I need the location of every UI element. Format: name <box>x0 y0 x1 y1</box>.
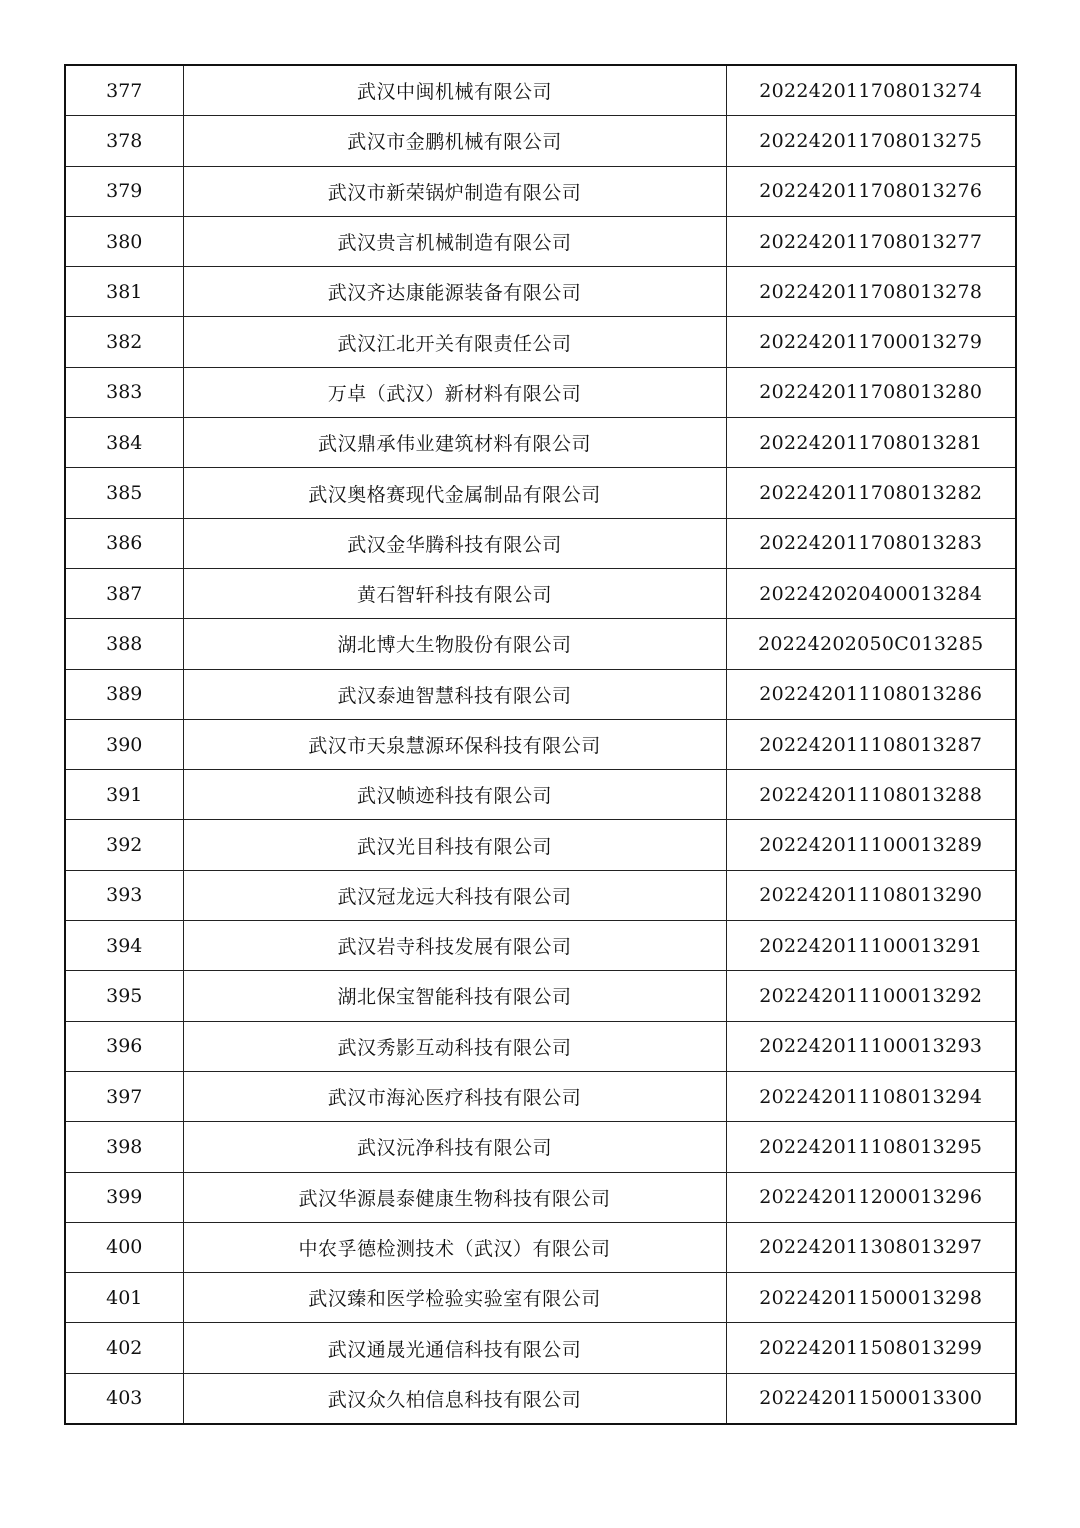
company-name-cell: 武汉光目科技有限公司 <box>183 820 726 870</box>
table-row <box>65 216 1016 266</box>
company-name-cell: 武汉奥格赛现代金属制品有限公司 <box>183 468 726 518</box>
company-name-cell: 武汉鼎承伟业建筑材料有限公司 <box>183 418 726 468</box>
registration-code-cell: 20224202050C013285 <box>726 619 1016 669</box>
registration-code-cell: 202242011108013288 <box>726 770 1016 820</box>
company-name-cell: 武汉通晟光通信科技有限公司 <box>183 1323 726 1373</box>
registration-code-cell: 202242011500013298 <box>726 1273 1016 1323</box>
registration-code-cell: 202242011700013279 <box>726 317 1016 367</box>
company-name-cell: 武汉臻和医学检验实验室有限公司 <box>183 1273 726 1323</box>
registry-table <box>64 64 1017 1425</box>
table-row <box>65 267 1016 317</box>
row-index-cell: 395 <box>65 971 183 1021</box>
table-row <box>65 367 1016 417</box>
row-index-cell: 394 <box>65 921 183 971</box>
table-row <box>65 518 1016 568</box>
row-index-cell: 380 <box>65 216 183 266</box>
table-row <box>65 870 1016 920</box>
registration-code-cell: 202242011708013276 <box>726 166 1016 216</box>
registration-code-cell: 202242011708013278 <box>726 267 1016 317</box>
row-index-cell: 378 <box>65 116 183 166</box>
row-index-cell: 392 <box>65 820 183 870</box>
row-index-cell: 398 <box>65 1122 183 1172</box>
company-name-cell: 武汉中闽机械有限公司 <box>183 65 726 116</box>
registration-code-cell: 202242011108013295 <box>726 1122 1016 1172</box>
company-name-cell: 万卓（武汉）新材料有限公司 <box>183 367 726 417</box>
table-body <box>65 65 1016 1424</box>
registration-code-cell: 202242011500013300 <box>726 1373 1016 1424</box>
registration-code-cell: 202242011308013297 <box>726 1222 1016 1272</box>
registration-code-cell: 202242011708013277 <box>726 216 1016 266</box>
registration-code-cell: 202242011100013291 <box>726 921 1016 971</box>
row-index-cell: 393 <box>65 870 183 920</box>
row-index-cell: 385 <box>65 468 183 518</box>
row-index-cell: 390 <box>65 719 183 769</box>
table-row <box>65 65 1016 116</box>
company-name-cell: 武汉金华腾科技有限公司 <box>183 518 726 568</box>
registration-code-cell: 202242011108013286 <box>726 669 1016 719</box>
row-index-cell: 383 <box>65 367 183 417</box>
row-index-cell: 402 <box>65 1323 183 1373</box>
row-index-cell: 396 <box>65 1021 183 1071</box>
row-index-cell: 389 <box>65 669 183 719</box>
company-name-cell: 武汉市新荣锅炉制造有限公司 <box>183 166 726 216</box>
company-name-cell: 武汉冠龙远大科技有限公司 <box>183 870 726 920</box>
table-row <box>65 468 1016 518</box>
table-row <box>65 116 1016 166</box>
company-name-cell: 武汉岩寺科技发展有限公司 <box>183 921 726 971</box>
table-row <box>65 1122 1016 1172</box>
table-row <box>65 317 1016 367</box>
row-index-cell: 391 <box>65 770 183 820</box>
company-name-cell: 武汉泰迪智慧科技有限公司 <box>183 669 726 719</box>
company-name-cell: 武汉市海沁医疗科技有限公司 <box>183 1071 726 1121</box>
row-index-cell: 387 <box>65 568 183 618</box>
registration-code-cell: 202242011708013283 <box>726 518 1016 568</box>
row-index-cell: 384 <box>65 418 183 468</box>
registration-code-cell: 202242020400013284 <box>726 568 1016 618</box>
row-index-cell: 400 <box>65 1222 183 1272</box>
table-row <box>65 619 1016 669</box>
table-row <box>65 1323 1016 1373</box>
row-index-cell: 386 <box>65 518 183 568</box>
table-row <box>65 770 1016 820</box>
row-index-cell: 377 <box>65 65 183 116</box>
row-index-cell: 382 <box>65 317 183 367</box>
company-name-cell: 武汉市天泉慧源环保科技有限公司 <box>183 719 726 769</box>
table-row <box>65 166 1016 216</box>
row-index-cell: 399 <box>65 1172 183 1222</box>
row-index-cell: 379 <box>65 166 183 216</box>
row-index-cell: 397 <box>65 1071 183 1121</box>
table-row <box>65 921 1016 971</box>
table-row <box>65 1071 1016 1121</box>
company-name-cell: 湖北博大生物股份有限公司 <box>183 619 726 669</box>
table-row <box>65 418 1016 468</box>
registration-code-cell: 202242011708013280 <box>726 367 1016 417</box>
row-index-cell: 388 <box>65 619 183 669</box>
company-name-cell: 武汉华源晨泰健康生物科技有限公司 <box>183 1172 726 1222</box>
table-row <box>65 1273 1016 1323</box>
registration-code-cell: 202242011108013287 <box>726 719 1016 769</box>
table-row <box>65 669 1016 719</box>
company-name-cell: 武汉市金鹏机械有限公司 <box>183 116 726 166</box>
table-row <box>65 1373 1016 1424</box>
row-index-cell: 403 <box>65 1373 183 1424</box>
registration-code-cell: 202242011508013299 <box>726 1323 1016 1373</box>
registration-code-cell: 202242011708013274 <box>726 65 1016 116</box>
registration-code-cell: 202242011100013289 <box>726 820 1016 870</box>
registration-code-cell: 202242011708013275 <box>726 116 1016 166</box>
table-row <box>65 1172 1016 1222</box>
company-name-cell: 武汉贵言机械制造有限公司 <box>183 216 726 266</box>
company-name-cell: 武汉齐达康能源装备有限公司 <box>183 267 726 317</box>
registration-code-cell: 202242011708013282 <box>726 468 1016 518</box>
company-name-cell: 武汉江北开关有限责任公司 <box>183 317 726 367</box>
registration-code-cell: 202242011108013294 <box>726 1071 1016 1121</box>
table-row <box>65 820 1016 870</box>
table-row <box>65 1222 1016 1272</box>
row-index-cell: 381 <box>65 267 183 317</box>
company-name-cell: 武汉众久柏信息科技有限公司 <box>183 1373 726 1424</box>
company-name-cell: 黄石智轩科技有限公司 <box>183 568 726 618</box>
company-name-cell: 湖北保宝智能科技有限公司 <box>183 971 726 1021</box>
registration-code-cell: 202242011100013293 <box>726 1021 1016 1071</box>
company-name-cell: 武汉帧迹科技有限公司 <box>183 770 726 820</box>
table-row <box>65 568 1016 618</box>
registration-code-cell: 202242011708013281 <box>726 418 1016 468</box>
table-row <box>65 719 1016 769</box>
table-row <box>65 1021 1016 1071</box>
company-name-cell: 中农孚德检测技术（武汉）有限公司 <box>183 1222 726 1272</box>
row-index-cell: 401 <box>65 1273 183 1323</box>
registration-code-cell: 202242011200013296 <box>726 1172 1016 1222</box>
table-row <box>65 971 1016 1021</box>
company-name-cell: 武汉沅净科技有限公司 <box>183 1122 726 1172</box>
registration-code-cell: 202242011108013290 <box>726 870 1016 920</box>
registration-code-cell: 202242011100013292 <box>726 971 1016 1021</box>
company-name-cell: 武汉秀影互动科技有限公司 <box>183 1021 726 1071</box>
